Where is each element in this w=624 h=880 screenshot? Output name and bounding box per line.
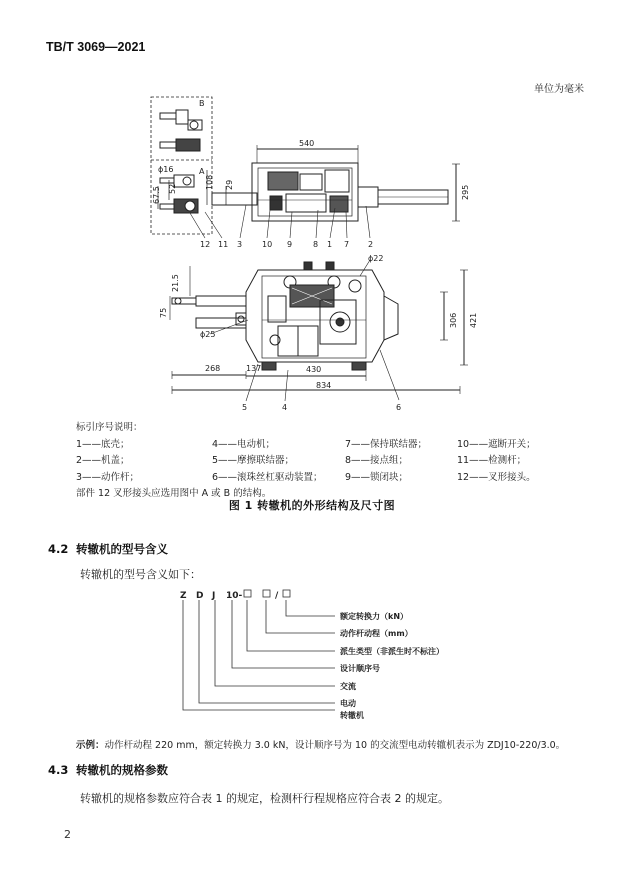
callout-1: 1 <box>327 240 333 249</box>
callout-10: 10 <box>262 240 273 249</box>
switch-machine-drawing <box>0 0 624 420</box>
model-label: 额定转换力（kN） <box>340 612 409 621</box>
callout-9: 9 <box>287 240 293 249</box>
legend-item: 2——机盖； <box>76 455 130 466</box>
callout-7: 7 <box>344 240 350 249</box>
page-number: 2 <box>64 828 71 841</box>
model-label: 派生类型（非派生时不标注） <box>340 647 444 656</box>
dim-137: 137 <box>246 364 262 373</box>
dim-295: 295 <box>461 184 470 200</box>
legend-note: 部件 12 叉形接头应选用图中 A 或 B 的结构。 <box>76 488 272 499</box>
view-b-label: B <box>199 99 205 108</box>
model-code-diagram <box>0 580 624 720</box>
figure-legend <box>76 420 567 503</box>
model-label: 交流 <box>340 682 356 691</box>
model-label: 设计顺序号 <box>340 664 380 673</box>
section-number: 4.3 <box>48 763 69 777</box>
legend-item: 5——摩擦联结器； <box>212 455 295 466</box>
model-label: 转辙机 <box>340 711 364 720</box>
example-text: 动作杆动程 220 mm，额定转换力 3.0 kN，设计顺序号为 10 的交流型电动转辙机表示为 ZDJ10-220/3.0。 <box>104 740 566 751</box>
section-4-2-intro: 转辙机的型号含义如下： <box>80 568 201 581</box>
legend-item: 9——锁闭块； <box>345 471 409 483</box>
legend-row <box>76 453 567 470</box>
section-title: 转辙机的规格参数 <box>76 763 168 777</box>
legend-row <box>76 437 567 454</box>
section-number: 4.2 <box>48 542 69 556</box>
legend-item: 8——接点组； <box>345 455 409 466</box>
example-label: 示例： <box>76 740 105 751</box>
dim-306: 306 <box>449 312 458 328</box>
dim-d16: ϕ16 <box>158 165 174 174</box>
dim-d25: ϕ25 <box>200 330 216 339</box>
dim-268: 268 <box>205 364 221 373</box>
callout-4: 4 <box>282 403 288 412</box>
model-example <box>76 737 565 751</box>
callout-8: 8 <box>313 240 319 249</box>
code-slash: / <box>275 591 279 601</box>
section-title: 转辙机的型号含义 <box>76 542 168 556</box>
model-label: 动作杆动程（mm） <box>340 629 413 638</box>
dim-d22: ϕ22 <box>368 254 384 263</box>
legend-item: 10——遮断开关； <box>457 438 536 450</box>
legend-item: 3——动作杆； <box>76 471 140 483</box>
callout-12: 12 <box>200 240 211 249</box>
code-j: J <box>212 591 216 601</box>
dim-430: 430 <box>306 365 322 374</box>
dim-67-5: 67.5 <box>152 186 161 204</box>
legend-item: 12——叉形接头。 <box>457 471 536 483</box>
callout-2: 2 <box>368 240 374 249</box>
dim-75: 75 <box>159 307 168 318</box>
dim-29: 29 <box>225 179 234 190</box>
unit-note: 单位为毫米 <box>534 84 584 95</box>
model-label: 电动 <box>340 699 356 708</box>
callout-5: 5 <box>242 403 248 412</box>
dim-21-5: 21.5 <box>171 274 180 292</box>
dim-834: 834 <box>316 381 332 390</box>
legend-item: 6——滚珠丝杠驱动装置； <box>212 471 323 483</box>
legend-item: 1——底壳； <box>76 438 130 450</box>
legend-item: 7——保持联结器； <box>345 438 428 450</box>
callout-3: 3 <box>237 240 243 249</box>
legend-title: 标引序号说明： <box>76 422 143 433</box>
code-10: 10- <box>226 591 243 601</box>
dim-108: 108 <box>205 174 214 190</box>
dim-421: 421 <box>469 312 478 328</box>
legend-item: 11——检测杆； <box>457 455 527 466</box>
legend-row <box>76 470 567 487</box>
dim-52: 52 <box>168 183 177 194</box>
callout-11: 11 <box>218 240 229 249</box>
dim-540: 540 <box>299 139 315 148</box>
standard-number: TB/T 3069—2021 <box>46 40 146 54</box>
legend-item: 4——电动机； <box>212 438 276 450</box>
section-4-3-heading <box>48 762 168 778</box>
section-4-3-text: 转辙机的规格参数应符合表 1 的规定，检测杆行程规格应符合表 2 的规定。 <box>80 792 449 805</box>
figure-caption: 图 1 转辙机的外形结构及尺寸图 <box>228 499 396 512</box>
code-d: D <box>196 591 204 601</box>
view-a-label: A <box>199 167 205 176</box>
section-4-2-heading <box>48 541 168 557</box>
callout-6: 6 <box>396 403 402 412</box>
code-z: Z <box>180 591 187 601</box>
